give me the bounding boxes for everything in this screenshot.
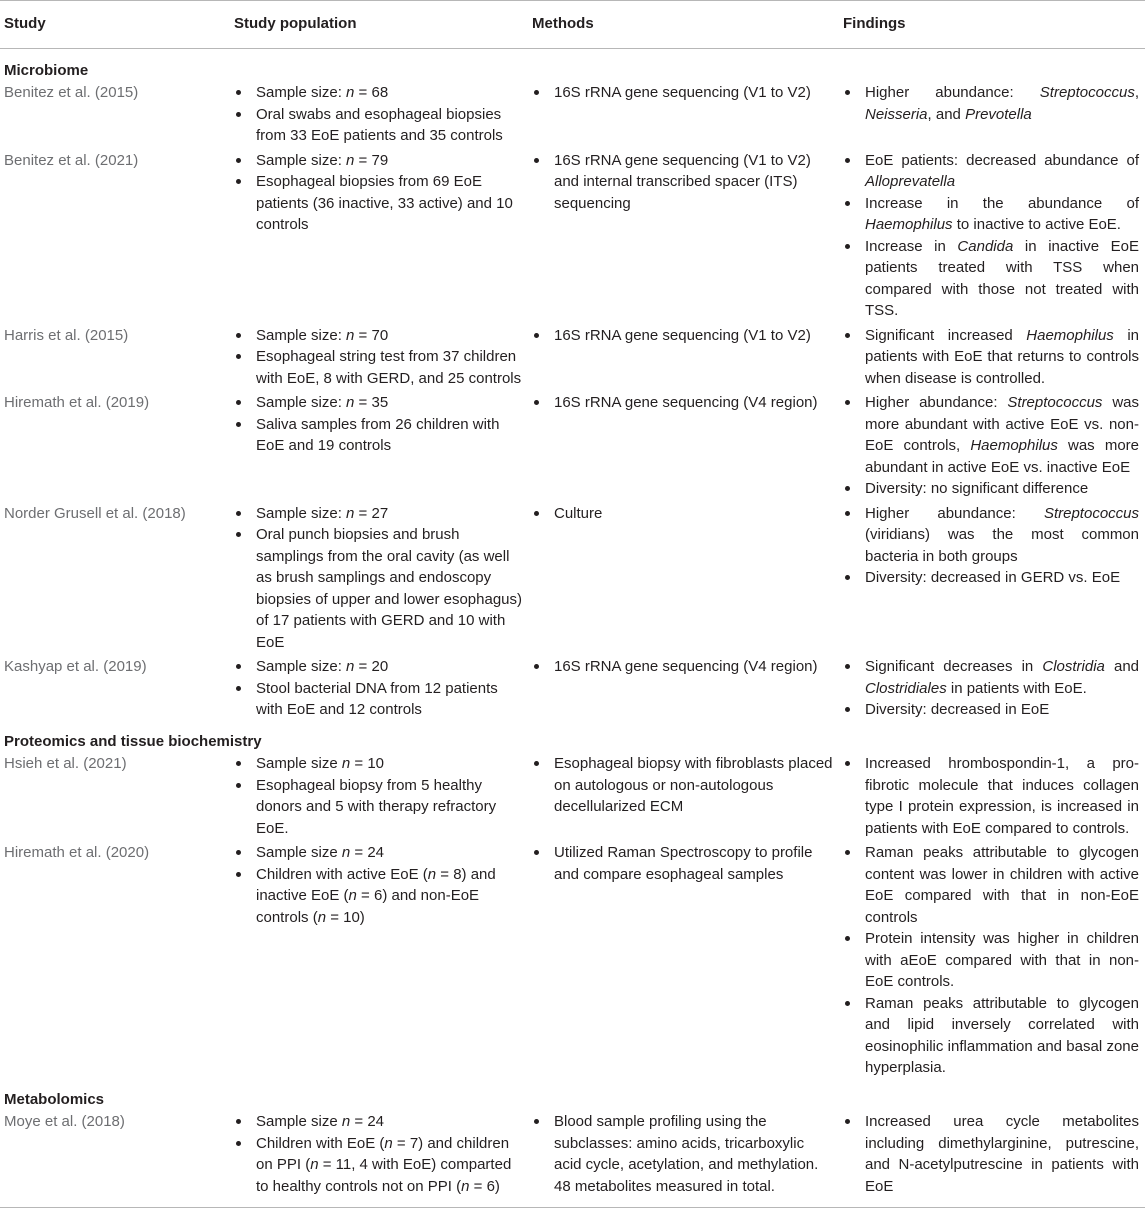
bullet-item: Sample size n = 24 (234, 842, 522, 864)
population-cell (230, 149, 528, 324)
bullet-list (532, 150, 833, 215)
bullet-item: Esophageal string test from 37 children with EoE, 8 with GERD, and 25 controls (234, 346, 522, 389)
bullet-list (843, 656, 1139, 721)
bullet-item: Diversity: decreased in EoE (843, 699, 1139, 721)
findings-cell (839, 81, 1145, 149)
table-row (0, 324, 1145, 392)
bullet-list (234, 753, 522, 839)
table-row (0, 391, 1145, 502)
study-cell: Hiremath et al. (2020) (4, 844, 150, 861)
study-cell: Kashyap et al. (2019) (4, 658, 147, 675)
population-cell (230, 655, 528, 723)
bullet-item: Raman peaks attributable to glycogen content was lower in children with active EoE compared with that in non-EoE controls (843, 842, 1139, 928)
bullet-item: Raman peaks attributable to glycogen and lipid inversely correlated with eosinophilic inflammation and basal zone hyperplasia. (843, 993, 1139, 1079)
bullet-list (532, 842, 833, 885)
bullet-list (843, 842, 1139, 1079)
bullet-list (234, 325, 522, 390)
section-filler (528, 723, 1145, 753)
findings-cell (839, 502, 1145, 656)
bullet-item: Sample size: n = 70 (234, 325, 522, 347)
bullet-list (234, 503, 522, 654)
table-row (0, 149, 1145, 324)
study-cell: Benitez et al. (2021) (4, 151, 139, 169)
bullet-item: 16S rRNA gene sequencing (V4 region) (532, 392, 833, 414)
section-heading: Microbiome (4, 61, 89, 79)
bullet-item: Diversity: decreased in GERD vs. EoE (843, 567, 1139, 589)
bullet-item: Sample size n = 24 (234, 1111, 522, 1133)
bullet-item: Stool bacterial DNA from 12 patients with EoE and 12 controls (234, 678, 522, 721)
header-study-population: Study population (234, 15, 357, 32)
study-cell: Norder Grusell et al. (2018) (4, 504, 186, 522)
header-methods: Methods (532, 15, 594, 32)
bullet-item: Sample size: n = 79 (234, 150, 522, 172)
study-cell: Hsieh et al. (2021) (4, 755, 127, 772)
bullet-item: Sample size: n = 27 (234, 503, 522, 525)
bullet-item: Diversity: no significant difference (843, 478, 1139, 500)
bullet-list (234, 656, 522, 721)
bullet-list (234, 82, 522, 147)
bullet-item: Culture (532, 503, 833, 525)
bullet-list (843, 753, 1139, 839)
bullet-list (532, 753, 833, 818)
bullet-list (843, 82, 1139, 125)
bullet-list (532, 656, 833, 678)
bullet-list (843, 392, 1139, 500)
bullet-list (843, 325, 1139, 390)
population-cell (230, 1110, 528, 1208)
bullet-list (532, 503, 833, 525)
table-header-row (0, 1, 1145, 49)
table-row (0, 81, 1145, 149)
population-cell (230, 391, 528, 502)
bullet-item: Sample size: n = 35 (234, 392, 522, 414)
methods-cell (528, 655, 839, 723)
section-row (0, 1081, 1145, 1111)
table-row (0, 502, 1145, 656)
bullet-list (234, 392, 522, 457)
bullet-item: Higher abundance: Streptococcus was more abundant with active EoE vs. non-EoE controls, Haemophilus was more abundant in active EoE vs. inactive EoE (843, 392, 1139, 478)
bullet-list (843, 503, 1139, 589)
methods-cell (528, 324, 839, 392)
study-cell: Harris et al. (2015) (4, 326, 129, 344)
bullet-item: 16S rRNA gene sequencing (V4 region) (532, 656, 833, 678)
table-body (0, 48, 1145, 1208)
bullet-item: Utilized Raman Spectroscopy to profile and compare esophageal samples (532, 842, 833, 885)
bullet-list (532, 82, 833, 104)
bullet-item: Esophageal biopsy from 5 healthy donors and 5 with therapy refractory EoE. (234, 775, 522, 840)
bullet-item: Increased urea cycle metabolites including dimethylarginine, putrescine, and N-acetylputrescine in patients with EoE (843, 1111, 1139, 1197)
population-cell (230, 502, 528, 656)
methods-cell (528, 391, 839, 502)
bullet-item: Esophageal biopsy with fibroblasts placed on autologous or non-autologous decellularized ECM (532, 753, 833, 818)
bullet-item: 16S rRNA gene sequencing (V1 to V2) (532, 82, 833, 104)
bullet-item: Significant increased Haemophilus in patients with EoE that returns to controls when disease is controlled. (843, 325, 1139, 390)
bullet-list (843, 1111, 1139, 1197)
methods-cell (528, 502, 839, 656)
methods-cell (528, 149, 839, 324)
study-cell: Hiremath et al. (2019) (4, 394, 150, 411)
findings-cell (839, 1110, 1145, 1208)
bullet-item: Higher abundance: Streptococcus, Neisseria, and Prevotella (843, 82, 1139, 125)
bullet-item: Oral swabs and esophageal biopsies from 33 EoE patients and 35 controls (234, 104, 522, 147)
bullet-list (234, 150, 522, 236)
header-findings: Findings (843, 15, 906, 32)
bullet-list (532, 392, 833, 414)
methods-cell (528, 81, 839, 149)
findings-cell (839, 841, 1145, 1081)
header-study: Study (4, 15, 46, 32)
section-heading: Proteomics and tissue biochemistry (4, 732, 262, 750)
table-row (0, 655, 1145, 723)
bullet-item: Sample size: n = 20 (234, 656, 522, 678)
findings-cell (839, 391, 1145, 502)
findings-cell (839, 149, 1145, 324)
methods-cell (528, 1110, 839, 1208)
section-row (0, 723, 1145, 753)
methods-cell (528, 752, 839, 841)
bullet-list (532, 325, 833, 347)
bullet-item: EoE patients: decreased abundance of Alloprevatella (843, 150, 1139, 193)
table-row (0, 841, 1145, 1081)
bullet-item: Increase in the abundance of Haemophilus to inactive to active EoE. (843, 193, 1139, 236)
population-cell (230, 81, 528, 149)
methods-cell (528, 841, 839, 1081)
section-filler (528, 48, 1145, 81)
bullet-item: Saliva samples from 26 children with EoE and 19 controls (234, 414, 522, 457)
bullet-item: Esophageal biopsies from 69 EoE patients (36 inactive, 33 active) and 10 controls (234, 171, 522, 236)
bullet-list (234, 1111, 522, 1197)
findings-cell (839, 324, 1145, 392)
table-row (0, 1110, 1145, 1208)
section-filler (528, 1081, 1145, 1111)
study-cell: Moye et al. (2018) (4, 1113, 125, 1130)
bullet-item: Oral punch biopsies and brush samplings from the oral cavity (as well as brush samplings and endoscopy biopsies of upper and lower esophagus) of 17 patients with GERD and 10 with EoE (234, 524, 522, 653)
bullet-list (234, 842, 522, 928)
bullet-item: Children with EoE (n = 7) and children on PPI (n = 11, 4 with EoE) comparted to healthy controls not on PPI (n = 6) (234, 1133, 522, 1198)
bullet-item: Blood sample profiling using the subclasses: amino acids, tricarboxylic acid cycle, acetylation, and methylation. 48 metabolites measured in total. (532, 1111, 833, 1197)
population-cell (230, 752, 528, 841)
bullet-item: 16S rRNA gene sequencing (V1 to V2) (532, 325, 833, 347)
bullet-item: Higher abundance: Streptococcus (viridians) was the most common bacteria in both groups (843, 503, 1139, 568)
section-row (0, 48, 1145, 81)
findings-cell (839, 655, 1145, 723)
population-cell (230, 324, 528, 392)
section-heading: Metabolomics (4, 1090, 105, 1108)
findings-cell (839, 752, 1145, 841)
bullet-item: Increased hrombospondin-1, a pro-fibrotic molecule that induces collagen type I protein expression, is increased in patients with EoE compared to controls. (843, 753, 1139, 839)
bullet-list (843, 150, 1139, 322)
bullet-item: Sample size n = 10 (234, 753, 522, 775)
bullet-list (532, 1111, 833, 1197)
bullet-item: Sample size: n = 68 (234, 82, 522, 104)
bullet-item: Significant decreases in Clostridia and Clostridiales in patients with EoE. (843, 656, 1139, 699)
bullet-item: Increase in Candida in inactive EoE patients treated with TSS when compared with those not treated with TSS. (843, 236, 1139, 322)
bullet-item: Children with active EoE (n = 8) and inactive EoE (n = 6) and non-EoE controls (n = 10) (234, 864, 522, 929)
study-cell: Benitez et al. (2015) (4, 84, 139, 101)
table-row (0, 752, 1145, 841)
bullet-item: Protein intensity was higher in children with aEoE compared with that in non-EoE controls. (843, 928, 1139, 993)
bullet-item: 16S rRNA gene sequencing (V1 to V2) and internal transcribed spacer (ITS) sequencing (532, 150, 833, 215)
population-cell (230, 841, 528, 1081)
